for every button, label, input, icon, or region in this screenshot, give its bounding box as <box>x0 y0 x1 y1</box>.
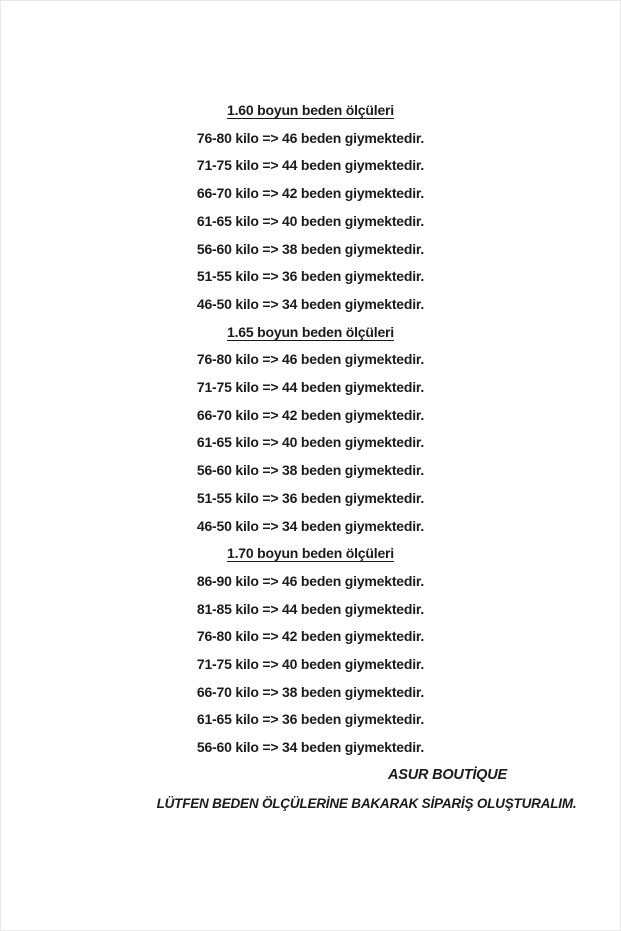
section-heading-1-65: 1.65 boyun beden ölçüleri <box>227 323 394 340</box>
size-line: 61-65 kilo => 36 beden giymektedir. <box>196 711 425 728</box>
size-line: 66-70 kilo => 42 beden giymektedir. <box>196 185 425 202</box>
size-line: 71-75 kilo => 44 beden giymektedir. <box>196 379 425 396</box>
size-line: 46-50 kilo => 34 beden giymektedir. <box>196 517 425 534</box>
size-line: 61-65 kilo => 40 beden giymektedir. <box>196 434 425 451</box>
brand-signature: ASUR BOUTİQUE <box>387 766 507 783</box>
size-line: 56-60 kilo => 34 beden giymektedir. <box>196 739 425 756</box>
section-heading-1-60: 1.60 boyun beden ölçüleri <box>227 102 394 118</box>
size-line: 56-60 kilo => 38 beden giymektedir. <box>196 462 425 479</box>
size-line: 51-55 kilo => 36 beden giymektedir. <box>196 489 425 506</box>
size-line: 56-60 kilo => 38 beden giymektedir. <box>196 240 425 257</box>
size-line: 76-80 kilo => 46 beden giymektedir. <box>196 351 425 368</box>
size-line: 86-90 kilo => 46 beden giymektedir. <box>196 572 425 589</box>
size-line: 76-80 kilo => 42 beden giymektedir. <box>196 628 425 645</box>
order-instruction-note: LÜTFEN BEDEN ÖLÇÜLERİNE BAKARAK SİPARİŞ OLUŞTURALIM. <box>156 795 577 811</box>
size-line: 46-50 kilo => 34 beden giymektedir. <box>196 295 425 312</box>
size-line: 81-85 kilo => 44 beden giymektedir. <box>196 600 425 617</box>
size-line: 51-55 kilo => 36 beden giymektedir. <box>196 268 425 285</box>
size-line: 66-70 kilo => 42 beden giymektedir. <box>196 406 425 423</box>
size-line: 66-70 kilo => 38 beden giymektedir. <box>196 683 425 700</box>
size-line: 61-65 kilo => 40 beden giymektedir. <box>196 212 425 229</box>
size-line: 71-75 kilo => 40 beden giymektedir. <box>196 656 425 673</box>
size-line: 71-75 kilo => 44 beden giymektedir. <box>196 157 425 174</box>
section-heading-1-70: 1.70 boyun beden ölçüleri <box>227 545 394 562</box>
size-line: 76-80 kilo => 46 beden giymektedir. <box>196 129 425 146</box>
size-chart-content <box>1 1 620 817</box>
